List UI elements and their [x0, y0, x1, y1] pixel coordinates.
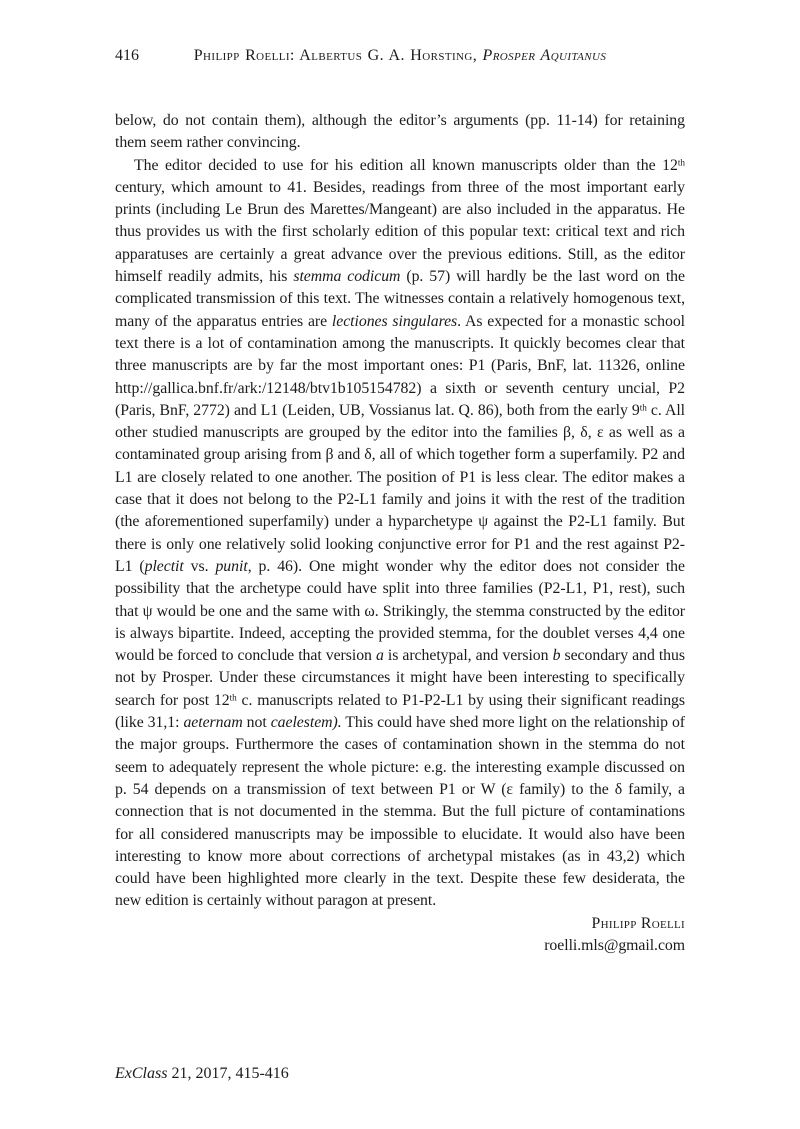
text-run: c. All other studied manuscripts are grouped by the editor into the families β, δ, ε as well as a contaminated group arising from β and δ, all of which together form a superfamily. P2 and L1 are closely related to one another. The position of P1 is less clear. The editor makes a case that it does not belong to the P2-L1 family and joins it with the rest of the tradition (the aforementioned superfamily) under a hyparchetype ψ against the P2-L1 family. But there is only one relatively solid looking conjunctive error for P1 and the rest against P2-L1 (	[115, 401, 685, 575]
text-run: th	[229, 692, 237, 703]
text-run: c. manuscripts related to P1-P2-L1 by using their significant readings (like 31,1:	[115, 691, 685, 732]
text-run: (p. 57) will hardly be the last word on the complicated transmission of this text. The witnesses contain a relatively homogenous text, many of the apparatus entries are	[115, 268, 685, 330]
text-run: aeternam	[183, 714, 243, 732]
paragraph	[115, 155, 685, 913]
text-run: lectiones singulares	[331, 312, 458, 330]
text-run: ExClass	[115, 1065, 168, 1082]
journal-footer	[115, 1064, 289, 1084]
review-body	[115, 110, 685, 957]
running-header	[115, 46, 685, 65]
text-run: b	[552, 647, 561, 665]
text-run: punit	[215, 557, 248, 575]
text-run: This could have shed more light on the relationship of the major groups. Furthermore the cases of contamination shown in the stemma do not seem to adequately represent the whole picture: e.g. the interesting example discussed on p. 54 depends on a transmission of text between P1 or W (ε family) to the δ family, a connection that is not documented in the stemma. But the full picture of contaminations for all considered manuscripts may be impossible to elucidate. It would also have been interesting to know more about corrections of archetypal mistakes (as in 43,2) which could have been highlighted more clearly in the text. Despite these few desiderata, the new edition is certainly without paragon at present.	[115, 714, 686, 910]
text-run: vs.	[183, 557, 216, 575]
text-run: 21, 2017, 415-416	[167, 1065, 289, 1082]
text-run: plectit	[144, 557, 184, 575]
text-run: below, do not contain them), although the editor’s arguments (pp. 11-14) for retaining them seem rather convincing.	[115, 112, 685, 152]
running-title	[115, 46, 685, 65]
text-run: , p. 46). One might wonder why the editor does not consider the possibility that the archetype could have split into three families (P2-L1, P1, rest), such that ψ would be one and the same with ω. Strikingly, the stemma constructed by the editor is always bipartite. Indeed, accepting the provided stemma, for the doublet verses 4,4 one would be forced to conclude that version	[115, 557, 685, 665]
text-run: is archetypal, and version	[383, 647, 553, 665]
text-run: Philipp Roelli: Albertus G. A. Horsting,	[193, 47, 483, 64]
text-run: century, which amount to 41. Besides, readings from three of the most important early prints (including Le Brun des Marettes/Mangeant) are also included in the apparatus. He thus provides us with the first scholarly edition of this popular text: critical text and rich apparatuses are certainly a great advance over the previous editions. Still, as the editor himself readily admits, his	[115, 178, 685, 286]
text-run: caelestem).	[270, 714, 342, 732]
text-run: . As expected for a monastic school text there is a lot of contamination among the manuscripts. It quickly becomes clear that three manuscripts are by far the most important ones: P1 (Paris, BnF, lat. 11326, online http://gallica.bnf.fr/ark:/12148/btv1b105154782) a sixth or seventh century uncial, P2 (Paris, BnF, 2772) and L1 (Leiden, UB, Vossianus lat. Q. 86), both from the early 9	[115, 312, 686, 419]
paragraph-container	[115, 110, 685, 913]
text-run: a	[375, 647, 384, 665]
text-run: secondary and thus not by Prosper. Under these circumstances it might have been interesting to specifically search for post 12	[115, 647, 685, 709]
author-email: roelli.mls@gmail.com	[544, 936, 685, 954]
text-run: The editor decided to use for his edition all known manuscripts older than the 12	[134, 156, 678, 174]
page-number: 416	[115, 47, 139, 64]
text-run: th	[677, 157, 685, 168]
text-run: th	[639, 402, 647, 413]
text-run: stemma codicum	[293, 268, 401, 286]
signature-block	[115, 913, 685, 958]
text-run: not	[242, 714, 271, 732]
text-run: Prosper Aquitanus	[482, 47, 607, 64]
author-name: Philipp Roelli	[591, 914, 685, 932]
paragraph	[115, 110, 685, 155]
